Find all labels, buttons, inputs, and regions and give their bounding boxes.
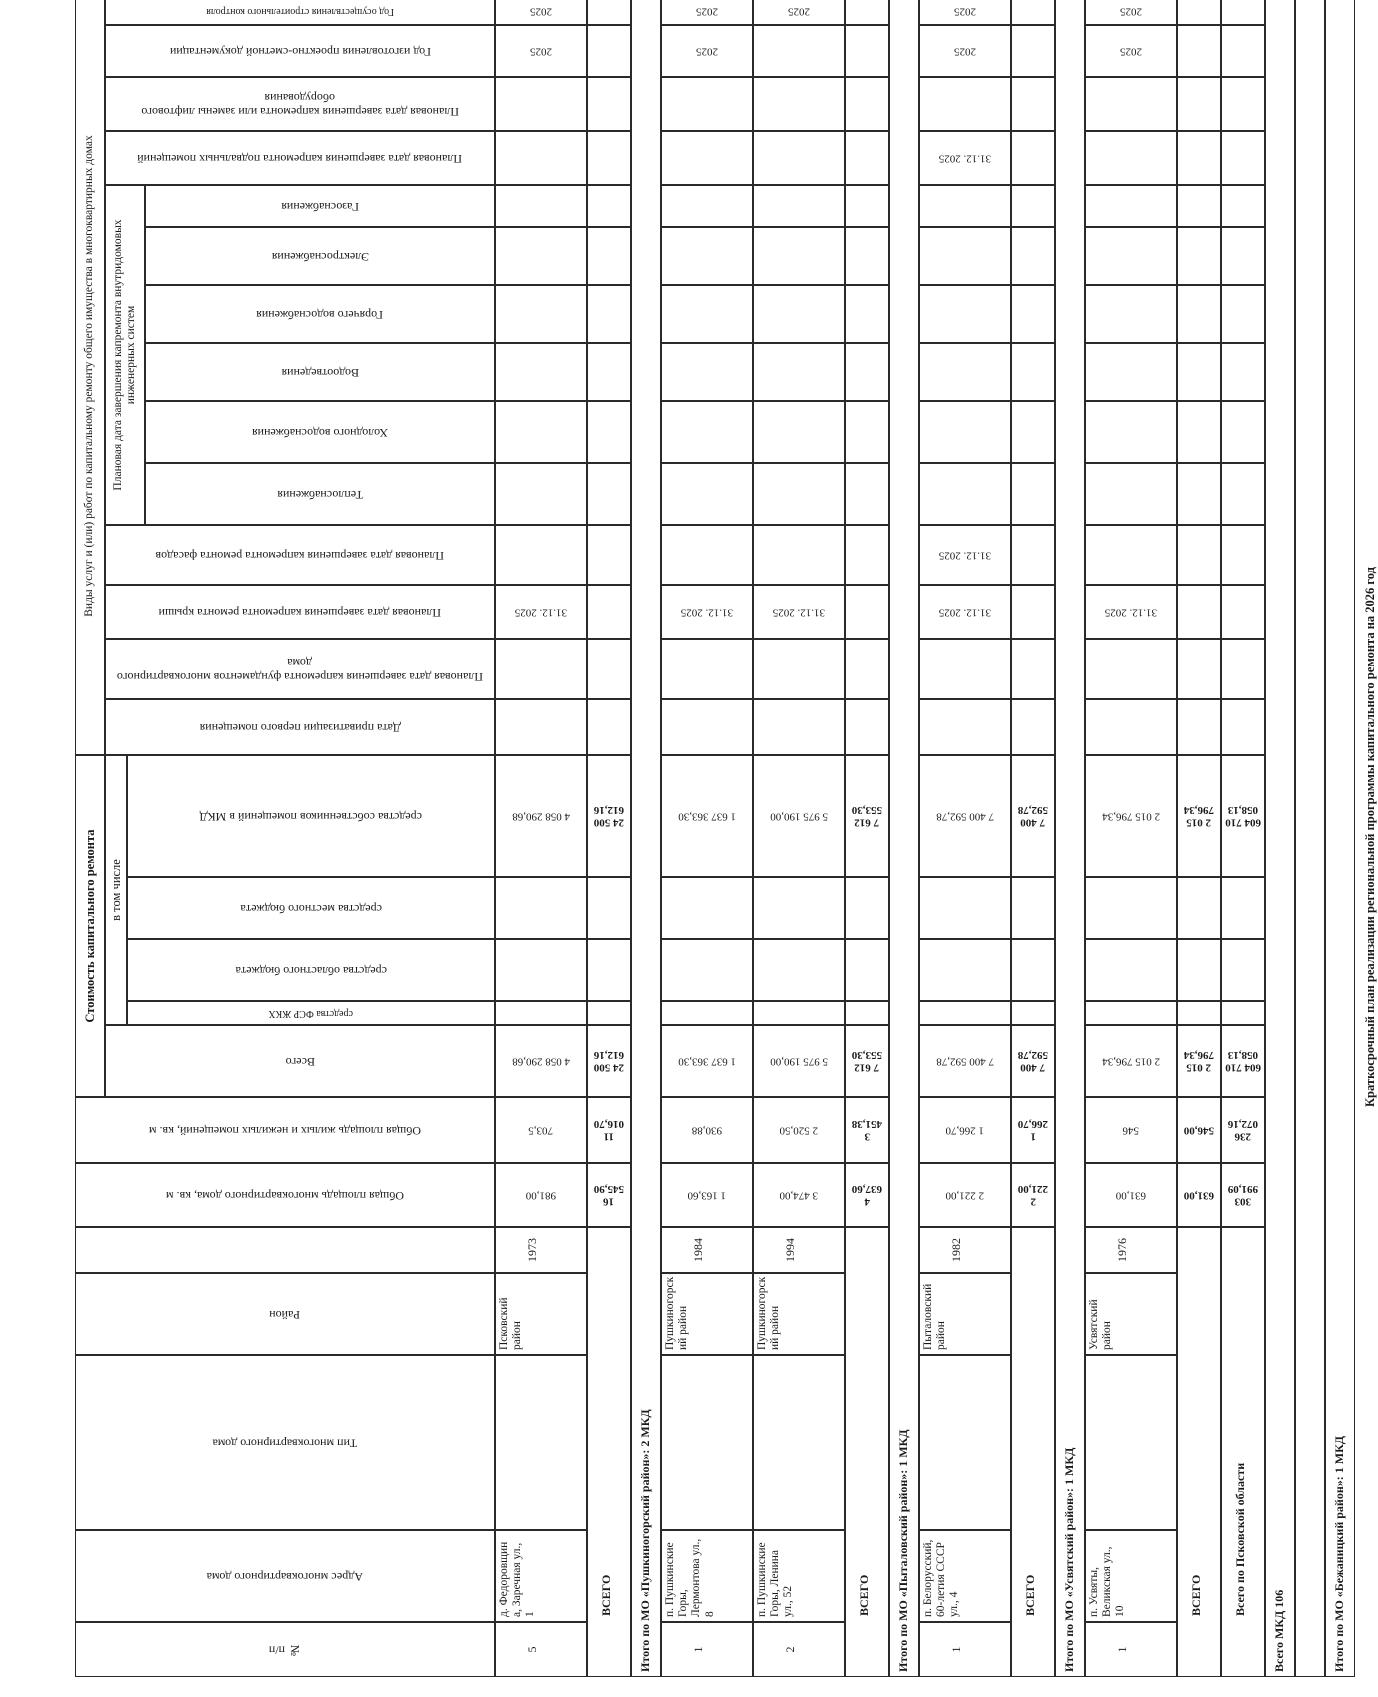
cell-design-year bbox=[587, 25, 631, 77]
header-foundation: Плановая дата завершения капремонта фундаментов многоквартирного дома bbox=[105, 639, 495, 699]
cell-cold-water bbox=[1085, 401, 1177, 463]
value-area-rooms: 546,00 bbox=[1177, 1097, 1221, 1163]
cell-drainage bbox=[845, 343, 889, 401]
cell-elevator bbox=[1221, 77, 1265, 131]
cell-cost-fsr bbox=[1085, 1001, 1177, 1025]
cell-cost-regional bbox=[1177, 939, 1221, 1001]
cell-cost-fsr bbox=[753, 1001, 845, 1025]
cell-basement bbox=[495, 131, 587, 185]
cell-foundation bbox=[1085, 639, 1177, 699]
value-area-total: 303 991,09 bbox=[1221, 1163, 1265, 1227]
cost-group-header: Стоимость капитального ремонта bbox=[75, 755, 105, 1097]
value-cost-total: 7 400 592,78 bbox=[1011, 1025, 1055, 1097]
cell-privatization bbox=[919, 699, 1011, 755]
cell-roof bbox=[587, 585, 631, 639]
cell-cost-regional bbox=[1085, 939, 1177, 1001]
cell-cost-local bbox=[495, 877, 587, 939]
cell-facade bbox=[661, 525, 753, 585]
row-district: Псковский район bbox=[495, 1273, 587, 1355]
cell-drainage bbox=[1177, 343, 1221, 401]
row-year: 1973 bbox=[495, 1227, 587, 1273]
cell-heating bbox=[1085, 463, 1177, 525]
cell-basement bbox=[1177, 131, 1221, 185]
cell-type bbox=[753, 1355, 845, 1530]
cell-cost-regional bbox=[1221, 939, 1265, 1001]
header-design-year: Год изготовления проектно-сметной документации bbox=[105, 25, 495, 77]
header-drainage: Водоотведения bbox=[145, 343, 495, 401]
cell-foundation bbox=[1011, 639, 1055, 699]
cell-heating bbox=[1221, 463, 1265, 525]
header-roof: Плановая дата завершения капремонта ремонта крыши bbox=[105, 585, 495, 639]
row-num: 1 bbox=[919, 1622, 1011, 1677]
section-row: Итого по МО «Усвятский район»: 1 МКД bbox=[1055, 0, 1085, 1677]
capital-repair-table bbox=[75, 0, 1377, 1677]
row-address: п. Усвяты, Великская ул., 10 bbox=[1085, 1530, 1177, 1622]
cell-facade bbox=[1221, 525, 1265, 585]
section-row: Итого по МО «Бежаницкий район»: 1 МКД bbox=[1325, 0, 1355, 1677]
cell-drainage bbox=[1221, 343, 1265, 401]
value-cost-owners: 4 058 290,68 bbox=[495, 755, 587, 877]
cell-cost-regional bbox=[919, 939, 1011, 1001]
row-year: 1984 bbox=[661, 1227, 753, 1273]
cell-basement bbox=[845, 131, 889, 185]
cell-electricity bbox=[661, 227, 753, 285]
value-control: 2025 bbox=[919, 0, 1011, 25]
row-num: 1 bbox=[1085, 1622, 1177, 1677]
cell-elevator bbox=[919, 77, 1011, 131]
cell-hot-water bbox=[845, 285, 889, 343]
cell-cost-fsr bbox=[495, 1001, 587, 1025]
value-cost-total: 7 612 553,30 bbox=[845, 1025, 889, 1097]
value-cost-total: 2 015 796,34 bbox=[1177, 1025, 1221, 1097]
cell-cost-local bbox=[1177, 877, 1221, 939]
row-num: 1 bbox=[661, 1622, 753, 1677]
cell-gas bbox=[587, 185, 631, 227]
cell-privatization bbox=[661, 699, 753, 755]
value-area-total: 981,00 bbox=[495, 1163, 587, 1227]
cell-hot-water bbox=[495, 285, 587, 343]
blank-row bbox=[1295, 0, 1325, 1677]
header-privatization: Дата приватизации первого помещения bbox=[105, 699, 495, 755]
header-cold-water: Холодного водоснабжения bbox=[145, 401, 495, 463]
cell-heating bbox=[1177, 463, 1221, 525]
value-area-rooms: 11 016,70 bbox=[587, 1097, 631, 1163]
row-district: Пушкиногорск ий район bbox=[753, 1273, 845, 1355]
cell-cold-water bbox=[495, 401, 587, 463]
cell-control-year bbox=[1177, 0, 1221, 25]
value-cost-owners: 24 500 612,16 bbox=[587, 755, 631, 877]
cell-foundation bbox=[661, 639, 753, 699]
cell-heating bbox=[661, 463, 753, 525]
value-cost-owners: 7 400 592,78 bbox=[919, 755, 1011, 877]
total-label: ВСЕГО bbox=[1011, 1227, 1055, 1677]
cell-gas bbox=[1177, 185, 1221, 227]
cell-electricity bbox=[1177, 227, 1221, 285]
cell-foundation bbox=[1221, 639, 1265, 699]
cell-elevator bbox=[1085, 77, 1177, 131]
value-cost-total: 7 400 592,78 bbox=[919, 1025, 1011, 1097]
row-address: п. Пушкинские Горы, Ленина ул., 52 bbox=[753, 1530, 845, 1622]
cell-cost-regional bbox=[1011, 939, 1055, 1001]
value-roof: 31.12. 2025 bbox=[661, 585, 753, 639]
cell-gas bbox=[495, 185, 587, 227]
value-cost-owners: 7 612 553,30 bbox=[845, 755, 889, 877]
cell-foundation bbox=[495, 639, 587, 699]
cell-cold-water bbox=[587, 401, 631, 463]
row-address: п. Белорусский, 60-летия СССР ул., 4 bbox=[919, 1530, 1011, 1622]
cell-gas bbox=[753, 185, 845, 227]
cell-design-year bbox=[1221, 25, 1265, 77]
cell-cost-local bbox=[845, 877, 889, 939]
cell-electricity bbox=[845, 227, 889, 285]
cell-foundation bbox=[919, 639, 1011, 699]
header-cost-total: Всего bbox=[105, 1025, 495, 1097]
cell-cost-regional bbox=[587, 939, 631, 1001]
cell-electricity bbox=[587, 227, 631, 285]
cell-electricity bbox=[1085, 227, 1177, 285]
cell-control-year bbox=[1221, 0, 1265, 25]
cell-facade bbox=[753, 525, 845, 585]
cell-heating bbox=[753, 463, 845, 525]
cell-cost-fsr bbox=[661, 1001, 753, 1025]
row-address: п. Пушкинские Горы, Лермонтова ул., 8 bbox=[661, 1530, 753, 1622]
cell-control-year bbox=[1011, 0, 1055, 25]
value-design: 2025 bbox=[1085, 25, 1177, 77]
header-num: № п/п bbox=[75, 1622, 495, 1677]
cell-cold-water bbox=[845, 401, 889, 463]
cell-cost-fsr bbox=[845, 1001, 889, 1025]
value-control: 2025 bbox=[495, 0, 587, 25]
cell-design-year bbox=[753, 25, 845, 77]
value-basement: 31.12. 2025 bbox=[919, 131, 1011, 185]
header-electricity: Электроснабжения bbox=[145, 227, 495, 285]
cell-drainage bbox=[1085, 343, 1177, 401]
cell-drainage bbox=[919, 343, 1011, 401]
value-area-rooms: 3 451,38 bbox=[845, 1097, 889, 1163]
cell-gas bbox=[919, 185, 1011, 227]
header-area-total: Общая площадь многоквартирного дома, кв. м bbox=[75, 1163, 495, 1227]
cell-gas bbox=[1011, 185, 1055, 227]
cell-control-year bbox=[587, 0, 631, 25]
header-cost-regional: средства областного бюджета bbox=[127, 939, 495, 1001]
cell-facade bbox=[1011, 525, 1055, 585]
row-num: 5 bbox=[495, 1622, 587, 1677]
cell-hot-water bbox=[661, 285, 753, 343]
cell-elevator bbox=[845, 77, 889, 131]
value-area-rooms: 930,88 bbox=[661, 1097, 753, 1163]
cell-roof bbox=[1221, 585, 1265, 639]
value-cost-owners: 2 015 796,34 bbox=[1177, 755, 1221, 877]
cell-privatization bbox=[845, 699, 889, 755]
cell-foundation bbox=[753, 639, 845, 699]
cell-foundation bbox=[845, 639, 889, 699]
cell-privatization bbox=[1085, 699, 1177, 755]
header-elevator: Плановая дата завершения капремонта или замены лифтового оборудования bbox=[105, 77, 495, 131]
cell-elevator bbox=[1011, 77, 1055, 131]
cell-cost-local bbox=[753, 877, 845, 939]
cell-roof bbox=[845, 585, 889, 639]
value-area-rooms: 703,5 bbox=[495, 1097, 587, 1163]
cell-drainage bbox=[753, 343, 845, 401]
systems-group-header: Плановая дата завершения капремонта внутридомовых инженерных систем bbox=[105, 185, 145, 525]
row-num: 2 bbox=[753, 1622, 845, 1677]
cell-cost-local bbox=[1085, 877, 1177, 939]
cell-privatization bbox=[1011, 699, 1055, 755]
cell-electricity bbox=[919, 227, 1011, 285]
cell-cold-water bbox=[661, 401, 753, 463]
value-area-total: 631,00 bbox=[1085, 1163, 1177, 1227]
cell-cold-water bbox=[1177, 401, 1221, 463]
cell-hot-water bbox=[1011, 285, 1055, 343]
cell-heating bbox=[845, 463, 889, 525]
cell-cost-local bbox=[1011, 877, 1055, 939]
header-facade: Плановая дата завершения капремонта ремонта фасадов bbox=[105, 525, 495, 585]
cell-hot-water bbox=[919, 285, 1011, 343]
cell-cost-fsr bbox=[1177, 1001, 1221, 1025]
cell-type bbox=[1085, 1355, 1177, 1530]
cell-cold-water bbox=[753, 401, 845, 463]
total-label: ВСЕГО bbox=[587, 1227, 631, 1677]
total-label: ВСЕГО bbox=[845, 1227, 889, 1677]
value-cost-owners: 2 015 796,34 bbox=[1085, 755, 1177, 877]
footer-note: Краткосрочный план реализации региональной программы капитального ремонта на 2026 год bbox=[1363, 567, 1377, 1108]
works-group-header: Виды услуг и (или) работ по капитальному ремонту общего имущества в многоквартирных домах bbox=[75, 0, 105, 755]
value-cost-total: 604 710 058,13 bbox=[1221, 1025, 1265, 1097]
header-cost-fsr: средства ФСР ЖКХ bbox=[127, 1001, 495, 1025]
value-design: 2025 bbox=[495, 25, 587, 77]
cell-elevator bbox=[661, 77, 753, 131]
value-cost-owners: 7 400 592,78 bbox=[1011, 755, 1055, 877]
section-row: Итого по МО «Пушкиногорский район»: 2 МКД bbox=[631, 0, 661, 1677]
row-district: Усвятский район bbox=[1085, 1273, 1177, 1355]
cell-elevator bbox=[753, 77, 845, 131]
section-row: Всего МКД 106 bbox=[1265, 0, 1295, 1677]
cell-hot-water bbox=[1177, 285, 1221, 343]
value-area-rooms: 546 bbox=[1085, 1097, 1177, 1163]
cell-privatization bbox=[587, 699, 631, 755]
value-area-rooms: 2 520,50 bbox=[753, 1097, 845, 1163]
total-label: Всего по Псковской области bbox=[1221, 1227, 1265, 1677]
value-cost-total: 5 975 190,00 bbox=[753, 1025, 845, 1097]
cell-hot-water bbox=[1221, 285, 1265, 343]
cell-basement bbox=[1221, 131, 1265, 185]
cell-privatization bbox=[495, 699, 587, 755]
cell-heating bbox=[587, 463, 631, 525]
header-address: Адрес многоквартирного дома bbox=[75, 1530, 495, 1622]
cell-electricity bbox=[1011, 227, 1055, 285]
cell-drainage bbox=[1011, 343, 1055, 401]
cell-privatization bbox=[1221, 699, 1265, 755]
cell-facade bbox=[1177, 525, 1221, 585]
cell-heating bbox=[1011, 463, 1055, 525]
cell-electricity bbox=[1221, 227, 1265, 285]
header-heating: Теплоснабжения bbox=[145, 463, 495, 525]
cell-cost-regional bbox=[495, 939, 587, 1001]
cell-control-year bbox=[845, 0, 889, 25]
cell-elevator bbox=[587, 77, 631, 131]
value-design: 2025 bbox=[661, 25, 753, 77]
value-area-total: 2 221,00 bbox=[1011, 1163, 1055, 1227]
cell-foundation bbox=[587, 639, 631, 699]
cell-heating bbox=[919, 463, 1011, 525]
cell-basement bbox=[661, 131, 753, 185]
cell-basement bbox=[753, 131, 845, 185]
row-address: д. Федоровщин а, Заречная ул., 1 bbox=[495, 1530, 587, 1622]
total-label: ВСЕГО bbox=[1177, 1227, 1221, 1677]
row-district: Пушкиногорск ий район bbox=[661, 1273, 753, 1355]
cell-electricity bbox=[495, 227, 587, 285]
cell-roof bbox=[1011, 585, 1055, 639]
cell-cost-fsr bbox=[1011, 1001, 1055, 1025]
cell-basement bbox=[587, 131, 631, 185]
cost-incl-header: в том числе bbox=[105, 755, 127, 1025]
value-cost-total: 2 015 796,34 bbox=[1085, 1025, 1177, 1097]
value-cost-owners: 5 975 190,00 bbox=[753, 755, 845, 877]
cell-cost-regional bbox=[753, 939, 845, 1001]
cell-design-year bbox=[845, 25, 889, 77]
value-roof: 31.12. 2025 bbox=[1085, 585, 1177, 639]
cell-electricity bbox=[753, 227, 845, 285]
cell-cost-fsr bbox=[587, 1001, 631, 1025]
header-cost-local: средства местного бюджета bbox=[127, 877, 495, 939]
value-area-rooms: 1 266,70 bbox=[1011, 1097, 1055, 1163]
value-roof: 31.12. 2025 bbox=[753, 585, 845, 639]
value-area-rooms: 1 266,70 bbox=[919, 1097, 1011, 1163]
cell-cost-fsr bbox=[919, 1001, 1011, 1025]
cell-design-year bbox=[1011, 25, 1055, 77]
cell-facade bbox=[495, 525, 587, 585]
cell-roof bbox=[1177, 585, 1221, 639]
header-hot-water: Горячего водоснабжения bbox=[145, 285, 495, 343]
value-cost-total: 24 500 612,16 bbox=[587, 1025, 631, 1097]
cell-privatization bbox=[1177, 699, 1221, 755]
header-gas: Газоснабжения bbox=[145, 185, 495, 227]
value-design: 2025 bbox=[919, 25, 1011, 77]
cell-drainage bbox=[661, 343, 753, 401]
value-area-rooms: 236 072,16 bbox=[1221, 1097, 1265, 1163]
cell-cold-water bbox=[919, 401, 1011, 463]
cell-hot-water bbox=[587, 285, 631, 343]
cell-type bbox=[495, 1355, 587, 1530]
value-control: 2025 bbox=[753, 0, 845, 25]
header-area-rooms: Общая площадь жилых и нежилых помещений, кв. м bbox=[75, 1097, 495, 1163]
cell-cost-fsr bbox=[1221, 1001, 1265, 1025]
cell-basement bbox=[1085, 131, 1177, 185]
cell-elevator bbox=[495, 77, 587, 131]
value-area-total: 4 637,60 bbox=[845, 1163, 889, 1227]
cell-basement bbox=[1011, 131, 1055, 185]
cell-facade bbox=[845, 525, 889, 585]
cell-cost-local bbox=[919, 877, 1011, 939]
cell-elevator bbox=[1177, 77, 1221, 131]
cell-gas bbox=[845, 185, 889, 227]
cell-cold-water bbox=[1221, 401, 1265, 463]
cell-cost-local bbox=[1221, 877, 1265, 939]
cell-gas bbox=[661, 185, 753, 227]
value-cost-owners: 1 637 363,30 bbox=[661, 755, 753, 877]
value-area-total: 1 163,60 bbox=[661, 1163, 753, 1227]
row-district: Пыталовский район bbox=[919, 1273, 1011, 1355]
cell-cold-water bbox=[1011, 401, 1055, 463]
value-control: 2025 bbox=[661, 0, 753, 25]
value-cost-total: 4 058 290,68 bbox=[495, 1025, 587, 1097]
cell-cost-regional bbox=[845, 939, 889, 1001]
row-year: 1976 bbox=[1085, 1227, 1177, 1273]
cell-drainage bbox=[495, 343, 587, 401]
cell-privatization bbox=[753, 699, 845, 755]
cell-cost-local bbox=[661, 877, 753, 939]
value-roof: 31.12. 2025 bbox=[495, 585, 587, 639]
header-control-year: Год осуществления строительного контроля bbox=[105, 0, 495, 25]
cell-type bbox=[661, 1355, 753, 1530]
cell-facade bbox=[587, 525, 631, 585]
header-cost-owners: средства собственников помещений в МКД bbox=[127, 755, 495, 877]
cell-foundation bbox=[1177, 639, 1221, 699]
row-year: 1994 bbox=[753, 1227, 845, 1273]
row-year: 1982 bbox=[919, 1227, 1011, 1273]
value-area-total: 631,00 bbox=[1177, 1163, 1221, 1227]
cell-design-year bbox=[1177, 25, 1221, 77]
cell-gas bbox=[1221, 185, 1265, 227]
cell-heating bbox=[495, 463, 587, 525]
cell-type bbox=[919, 1355, 1011, 1530]
cell-cost-regional bbox=[661, 939, 753, 1001]
cell-drainage bbox=[587, 343, 631, 401]
cell-cost-local bbox=[587, 877, 631, 939]
header-type: Тип многоквартирного дома bbox=[75, 1355, 495, 1530]
section-row: Итого по МО «Пыталовский район»: 1 МКД bbox=[889, 0, 919, 1677]
header-district: Район bbox=[75, 1273, 495, 1355]
cell-gas bbox=[1085, 185, 1177, 227]
cell-hot-water bbox=[1085, 285, 1177, 343]
value-control: 2025 bbox=[1085, 0, 1177, 25]
value-area-total: 3 474,00 bbox=[753, 1163, 845, 1227]
header-basement: Плановая дата завершения капремонта подвальных помещений bbox=[105, 131, 495, 185]
cell-facade bbox=[1085, 525, 1177, 585]
value-area-total: 16 545,90 bbox=[587, 1163, 631, 1227]
header-year bbox=[75, 1227, 495, 1273]
value-area-total: 2 221,00 bbox=[919, 1163, 1011, 1227]
value-roof: 31.12. 2025 bbox=[919, 585, 1011, 639]
value-cost-owners: 604 710 058,13 bbox=[1221, 755, 1265, 877]
cell-hot-water bbox=[753, 285, 845, 343]
value-cost-total: 1 637 363,30 bbox=[661, 1025, 753, 1097]
value-facade: 31.12. 2025 bbox=[919, 525, 1011, 585]
